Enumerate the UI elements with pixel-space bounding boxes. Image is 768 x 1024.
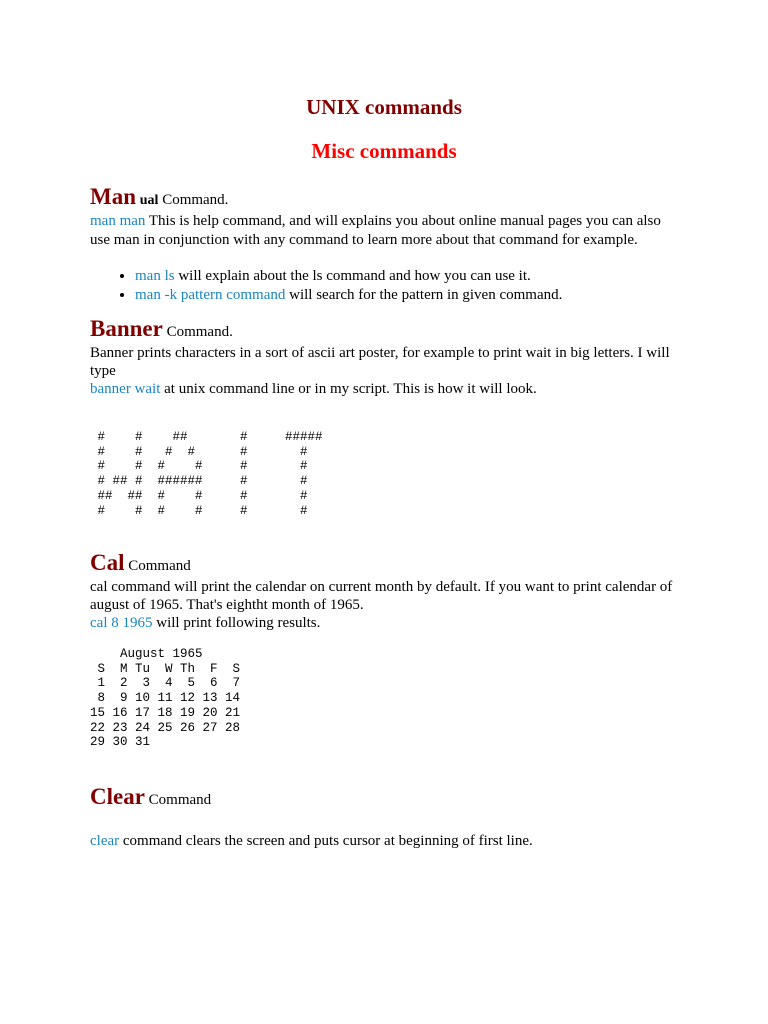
section-heading [90,316,680,345]
body-text: at unix command line or in my script. This is how it will look. [160,381,537,397]
clear-description [90,832,680,850]
section-cal [90,550,680,750]
body-text: will explain about the ls command and how you can use it. [174,268,531,284]
heading-rest: Command. [162,192,229,208]
body-text: cal command will print the calendar on current month by default. If you want to print calendar of august of 1965. That's eightht month of 1965. [90,579,673,613]
man-examples-list [90,267,680,305]
body-text: will print following results. [152,615,321,631]
heading-main: Man [90,184,136,209]
heading-suffix: ual [139,193,159,208]
cal-description [90,578,680,632]
banner-description [90,344,680,398]
man-intro [90,212,680,250]
page-subtitle: Misc commands [311,139,457,163]
list-item [135,286,680,305]
body-text: Banner prints characters in a sort of ascii art poster, for example to print wait in big letters. I will type [90,345,670,379]
command-text: banner wait [90,381,161,397]
body-text: command clears the screen and puts cursor at beginning of first line. [119,833,533,849]
page-title: UNIX commands [306,95,462,119]
section-heading [90,184,680,214]
section-heading [90,784,680,813]
command-text: man -k pattern command [135,287,286,303]
command-text: man ls [135,268,175,284]
command-text: clear [90,833,120,849]
banner-ascii-art: # # ## # ##### # # # # # # # # # # # # # ## # ###### # # ## ## # # # # # # # # # # [97,430,323,518]
heading-main: Cal [90,550,125,575]
section-heading [90,550,680,579]
calendar-output: August 1965 S M Tu W Th F S 1 2 3 4 5 6 7 8 9 10 11 12 13 14 15 16 17 18 19 20 21 22 23 24 25 26 27 28 29 30 31 [90,647,241,750]
body-text: will search for the pattern in given command. [285,287,563,303]
command-text: man man [90,213,146,229]
body-text: This is help command, and will explains you about online manual pages you can also use man in conjunction with any command to learn more about that command for example. [90,213,661,248]
heading-rest: Command [128,558,191,574]
heading-rest: Command. [166,324,233,340]
heading-main: Clear [90,784,145,809]
heading-main: Banner [90,316,163,341]
command-text: cal 8 1965 [90,615,153,631]
section-clear [90,784,680,850]
list-item [135,267,680,286]
section-banner [90,316,680,518]
section-man [90,184,680,305]
heading-rest: Command [148,792,212,808]
